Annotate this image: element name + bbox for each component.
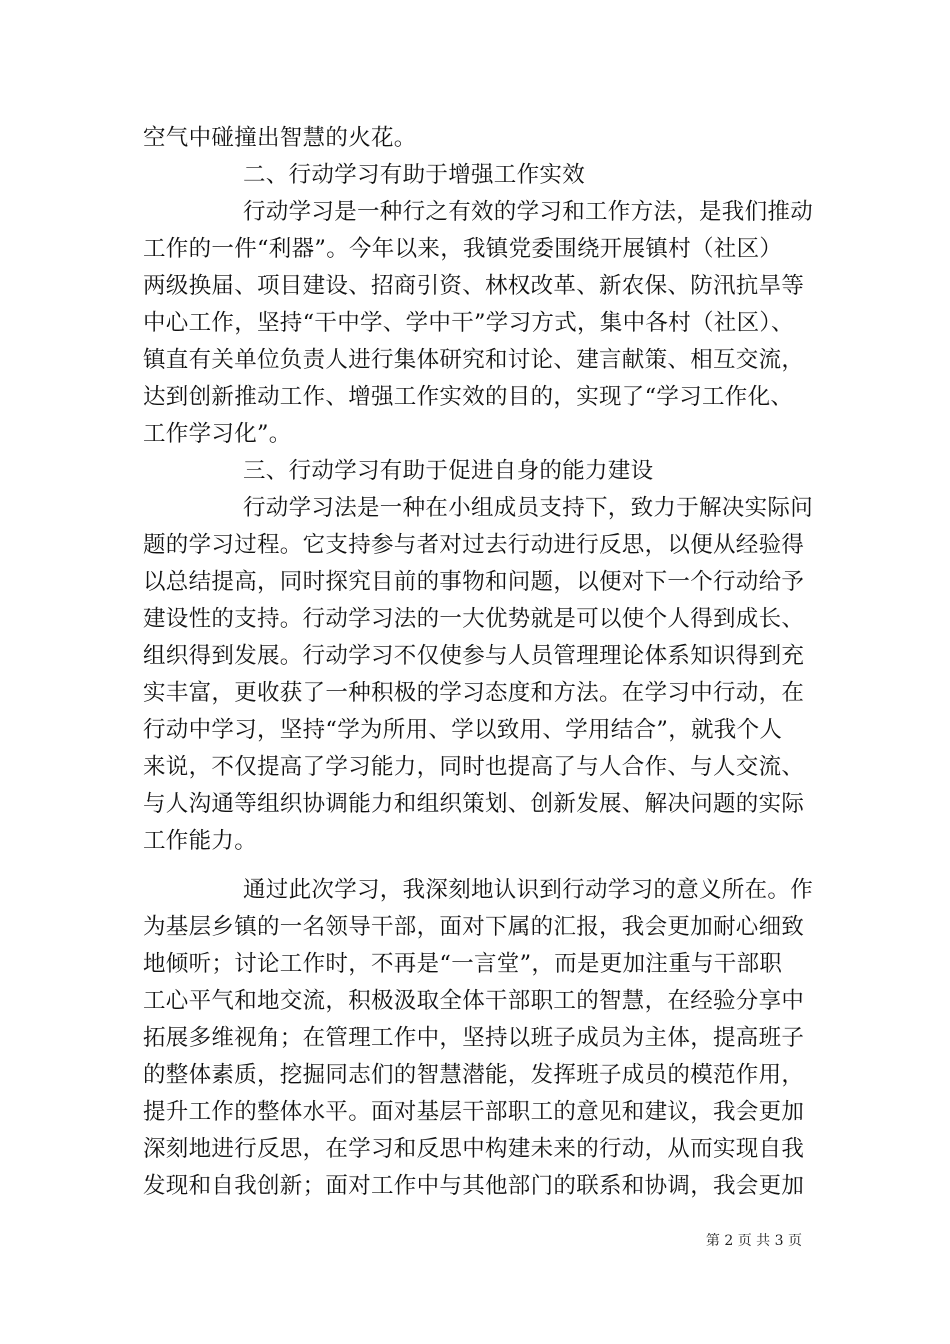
text-line: 拓展多维视角；在管理工作中，坚持以班子成员为主体，提高班子 [143,1025,805,1051]
text-line: 空气中碰撞出智慧的火花。 [143,125,417,151]
text-line: 中心工作，坚持“干中学、学中干”学习方式，集中各村（社区）、 [143,310,794,336]
text-line: 为基层乡镇的一名领导干部，面对下属的汇报，我会更加耐心细致 [143,914,805,940]
text-line: 工心平气和地交流，积极汲取全体干部职工的智慧，在经验分享中 [143,988,805,1014]
text-line: 行动学习法是一种在小组成员支持下，致力于解决实际问 [243,495,814,521]
text-line: 两级换届、项目建设、招商引资、林权改革、新农保、防汛抗旱等 [143,273,805,299]
text-line: 实丰富，更收获了一种积极的学习态度和方法。在学习中行动，在 [143,680,805,706]
page-number: 第 2 页 共 3 页 [705,1233,802,1249]
text-line: 的整体素质，挖掘同志们的智慧潜能，发挥班子成员的模范作用， [143,1062,805,1088]
text-line: 建设性的支持。行动学习法的一大优势就是可以使个人得到成长、 [143,606,805,632]
text-line: 行动学习是一种行之有效的学习和工作方法，是我们推动 [243,199,814,225]
text-line: 以总结提高，同时探究目前的事物和问题，以便对下一个行动给予 [143,569,805,595]
text-line: 组织得到发展。行动学习不仅使参与人员管理理论体系知识得到充 [143,643,805,669]
paragraph-gap [143,860,823,872]
text-line: 通过此次学习，我深刻地认识到行动学习的意义所在。作 [243,877,814,903]
text-line: 深刻地进行反思，在学习和反思中构建未来的行动，从而实现自我 [143,1136,805,1162]
section-heading: 三、行动学习有助于促进自身的能力建设 [243,458,654,484]
text-line: 发现和自我创新；面对工作中与其他部门的联系和协调，我会更加 [143,1173,805,1199]
body-text [143,120,823,1205]
text-line: 工作能力。 [143,828,258,854]
text-line: 题的学习过程。它支持参与者对过去行动进行反思，以便从经验得 [143,532,805,558]
text-line: 工作学习化”。 [143,421,292,447]
text-line: 提升工作的整体水平。面对基层干部职工的意见和建议，我会更加 [143,1099,805,1125]
section-heading: 二、行动学习有助于增强工作实效 [243,162,586,188]
text-line: 与人沟通等组织协调能力和组织策划、创新发展、解决问题的实际 [143,791,805,817]
text-line: 地倾听；讨论工作时，不再是“一言堂”，而是更加注重与干部职 [143,951,783,977]
text-line: 来说，不仅提高了学习能力，同时也提高了与人合作、与人交流、 [143,754,805,780]
text-line: 达到创新推动工作、增强工作实效的目的，实现了“学习工作化、 [143,384,794,410]
text-line: 行动中学习，坚持“学为所用、学以致用、学用结合”，就我个人 [143,717,783,743]
text-line: 镇直有关单位负责人进行集体研究和讨论、建言献策、相互交流， [143,347,805,373]
text-line: 工作的一件“利器”。今年以来，我镇党委围绕开展镇村（社区） [143,236,783,262]
